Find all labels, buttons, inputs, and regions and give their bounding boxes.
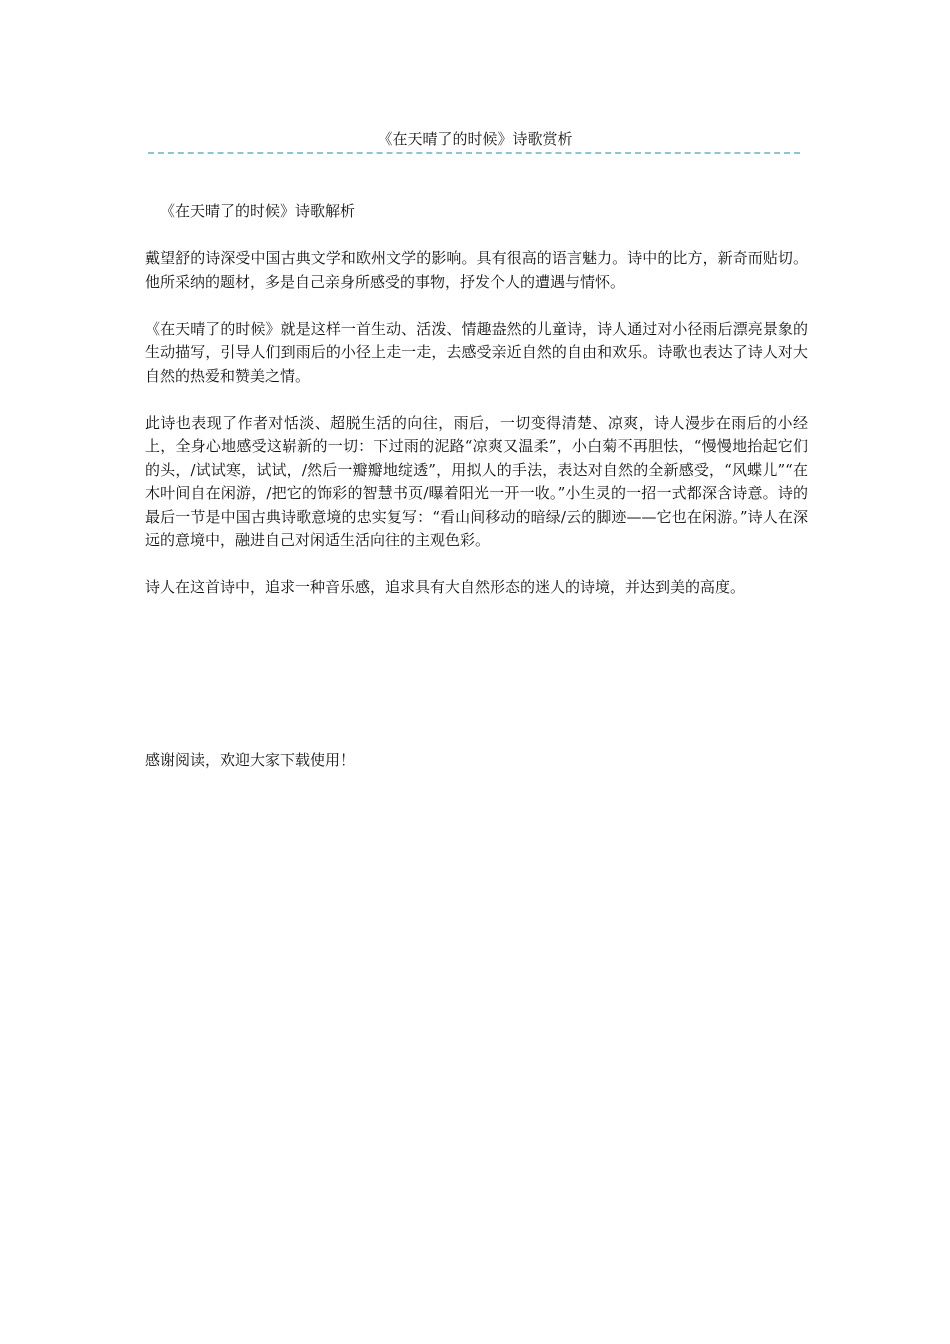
- paragraph-4: 诗人在这首诗中，追求一种音乐感，追求具有大自然形态的迷人的诗境，并达到美的高度。: [145, 578, 746, 596]
- document-body: [145, 200, 808, 623]
- paragraph-3: 此诗也表现了作者对恬淡、超脱生活的向往，雨后，一切变得清楚、凉爽，诗人漫步在雨后的小经上，全身心地感受这崭新的一切：下过雨的泥路“凉爽又温柔”，小白菊不再胆怯，“慢慢地抬起它们的头，/试试寒，试试，/然后一瓣瓣地绽透”，用拟人的手法，表达对自然的全新感受，“风蝶儿”“在木叶间自在闲游，/把它的饰彩的智慧书页/曝着阳光一开一收。”小生灵的一招一式都深含诗意。诗的最后一节是中国古典诗歌意境的忠实复写：“看山间移动的暗绿/云的脚迹——它也在闲游。”诗人在深远的意境中，融进自己对闲适生活向往的主观色彩。: [145, 413, 808, 549]
- closing-note: 感谢阅读，欢迎大家下载使用！: [145, 751, 356, 769]
- paragraph-1: 戴望舒的诗深受中国古典文学和欧州文学的影响。具有很高的语言魅力。诗中的比方，新奇而贴切。他所采纳的题材，多是自己亲身所感受的事物，抒发个人的遭遇与情怀。: [145, 249, 808, 291]
- title-divider: [148, 152, 800, 154]
- section-heading: 《在天晴了的时候》诗歌解析: [160, 202, 356, 220]
- document-title: 《在天晴了的时候》诗歌赏析: [377, 130, 573, 148]
- paragraph-2: 《在天晴了的时候》就是这样一首生动、活泼、情趣盎然的儿童诗，诗人通过对小径雨后漂亮景象的生动描写，引导人们到雨后的小径上走一走，去感受亲近自然的自由和欢乐。诗歌也表达了诗人对大自然的热爱和赞美之情。: [145, 319, 808, 385]
